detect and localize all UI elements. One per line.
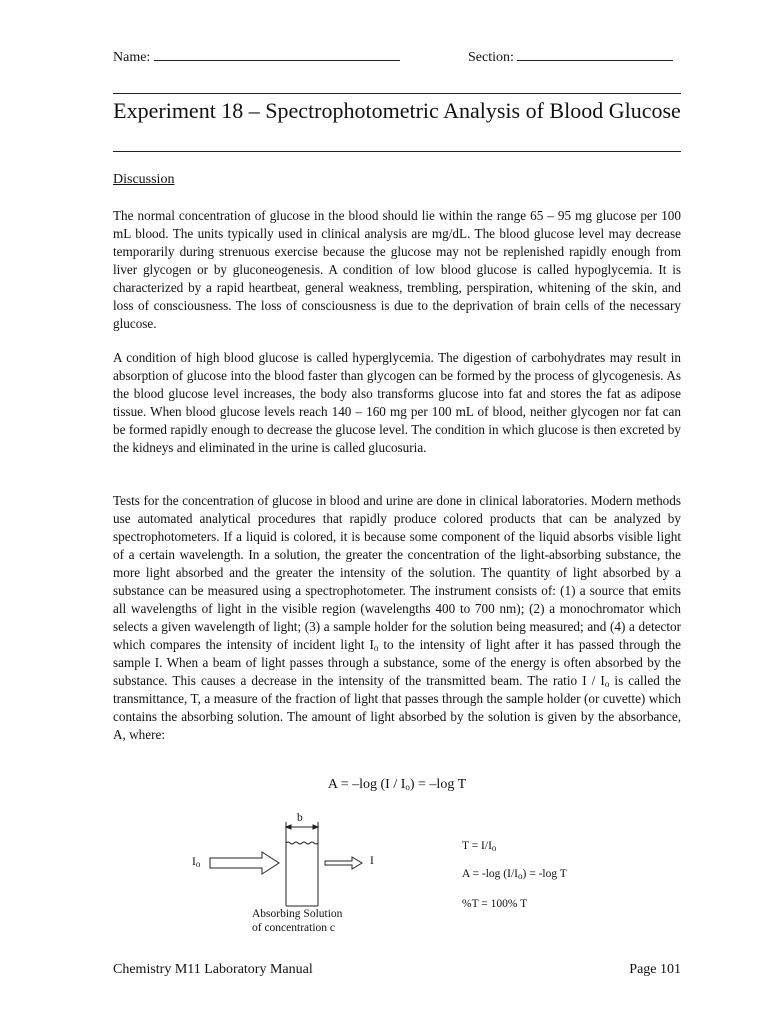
eq1-subscript: o: [491, 843, 497, 853]
eq2-suffix: ) = -log T: [522, 868, 567, 880]
incident-subscript: o: [195, 859, 201, 869]
equation-subscript: o: [405, 782, 410, 792]
subscript: o: [604, 679, 610, 689]
transmitted-light-arrow: [325, 857, 362, 869]
paragraph-3-part3: is called the transmittance, T, a measure of the fraction of light that passes through the sample holder (or cuvette) which contains the absorbing solution. The amount of light absorbed by the solution is given by the absorbance, A, where:: [113, 673, 681, 742]
cuvette: [286, 822, 318, 906]
percent-transmittance-equation: %T = 100% T: [462, 898, 528, 910]
discussion-heading: Discussion: [113, 172, 175, 187]
footer-manual-title: Chemistry M11 Laboratory Manual: [113, 962, 313, 977]
equation-suffix: ) = –log T: [409, 777, 467, 792]
incident-intensity-label: [192, 856, 200, 868]
section-label: Section:: [468, 50, 514, 65]
paragraph-3-part1: Tests for the concentration of glucose in blood and urine are done in clinical laboratories. Modern methods use automated analytical procedures that rapidly produce colored products that can be analyzed by spectrophotometers. If a liquid is colored, it is because some component of the liquid absorbs visible light of a certain wavelength. In a solution, the greater the concentration of the light-absorbing substance, the more light absorbed and the greater the intensity of the solution. The quantity of light absorbed by a substance can be measured using a spectrophotometer. The instrument consists of: (1) a source that emits all wavelengths of light in the visible region (wavelengths 400 to 700 nm); (2) a monochromator which selects a given wavelength of light; (3) a sample holder for the solution being measured; and (4) a detector which compares the intensity of incident light I: [113, 493, 681, 652]
eq2-text: A = -log (I/I: [462, 868, 518, 880]
incident-letter: I: [192, 856, 196, 868]
eq1-text: T = I/I: [462, 840, 492, 852]
subscript: o: [373, 643, 379, 653]
page-title: Experiment 18 – Spectrophotometric Analysis of Blood Glucose: [113, 98, 681, 123]
caption-line-1: Absorbing Solution: [252, 908, 343, 920]
paragraph-3-part2: to the intensity of light after it has passed through the sample I. When a beam of light passes through a substance, some of the energy is often absorbed by the substance. This causes a decrease in the intensity of the transmitted beam. The ratio I / I: [113, 637, 682, 688]
page-number: Page 101: [629, 962, 681, 977]
absorbance-log-equation: [462, 868, 567, 880]
transmitted-intensity-label: I: [370, 855, 374, 867]
incident-light-arrow: [210, 852, 279, 874]
name-label: Name:: [113, 50, 151, 65]
eq2-subscript: o: [518, 871, 523, 881]
solution-caption: [252, 907, 342, 935]
b-label: b: [297, 812, 303, 824]
transmittance-equation: [462, 840, 496, 852]
paragraph-1: The normal concentration of glucose in the blood should lie within the range 65 – 95 mg glucose per 100 mL blood. The units typically used in clinical analysis are mg/dL. The blood glucose level may decrease temporarily during strenuous exercise because the glucose may not be replenished rapidly enough from liver glycogen or by gluconeogenesis. A condition of low blood glucose is called hypoglycemia. It is characterized by a rapid heartbeat, general weakness, trembling, perspiration, whitening of the skin, and loss of consciousness. The loss of consciousness is due to the deprivation of brain cells of the necessary glucose.: [113, 208, 681, 331]
equation-prefix: A = –log (I / I: [327, 777, 406, 792]
caption-line-2: of concentration c: [252, 922, 336, 934]
paragraph-2: A condition of high blood glucose is called hyperglycemia. The digestion of carbohydrates may result in absorption of glucose into the blood faster than glycogen can be formed by the process of glycogenesis. As the blood glucose level increases, the body also transforms glucose into fat and stores the fat as adipose tissue. When blood glucose levels reach 140 – 160 mg per 100 mL of blood, neither glycogen nor fat can be formed rapidly enough to decrease the glucose level. The condition in which glucose is then excreted by the kidneys and eliminated in the urine is called glucosuria.: [113, 350, 681, 455]
b-dimension-arrow: [286, 825, 318, 829]
